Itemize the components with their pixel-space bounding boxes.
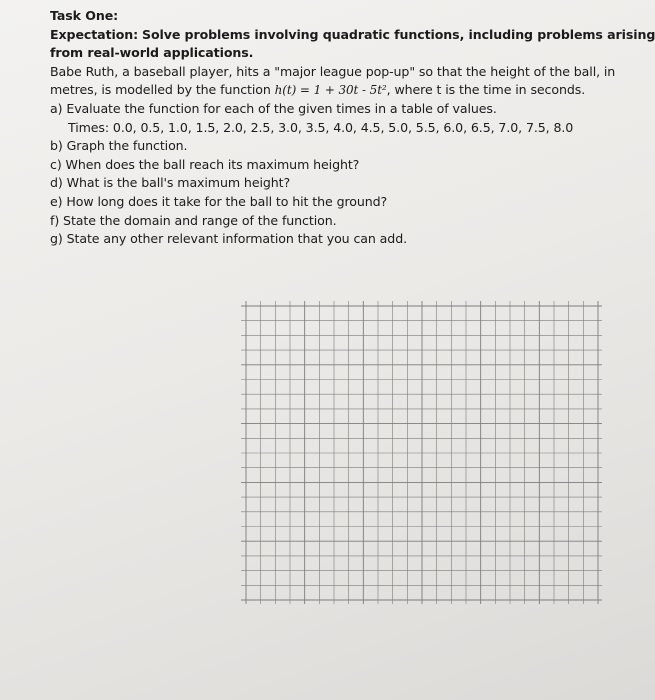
graph-grid-svg: [240, 300, 604, 606]
function-formula: h(t) = 1 + 30t - 5t²: [274, 83, 387, 98]
intro-line-2: [50, 81, 640, 100]
expectation-label: Expectation:: [50, 26, 139, 42]
question-d: d) What is the ball's maximum height?: [50, 175, 291, 191]
question-f: f) State the domain and range of the function.: [50, 212, 337, 228]
expectation-text-1: Solve problems involving quadratic functions, including problems arising: [141, 26, 655, 42]
question-a-times: Times: 0.0, 0.5, 1.0, 1.5, 2.0, 2.5, 3.0, 3.5, 4.0, 4.5, 5.0, 5.5, 6.0, 6.5, 7.0, 7.5, 8.0: [68, 119, 574, 135]
question-g: g) State any other relevant information that you can add.: [50, 231, 407, 247]
question-a: a) Evaluate the function for each of the given times in a table of values.: [50, 100, 497, 116]
intro-line-2a: metres, is modelled by the function: [50, 82, 275, 98]
expectation-text-2: from real-world applications.: [50, 45, 254, 61]
task-title: Task One:: [50, 8, 119, 23]
graph-grid: [240, 300, 604, 606]
question-b: b) Graph the function.: [50, 138, 188, 154]
task-text: [50, 7, 655, 249]
question-e: e) How long does it take for the ball to hit the ground?: [50, 193, 388, 209]
intro-line-1: Babe Ruth, a baseball player, hits a "major league pop-up" so that the height of the ball, in: [50, 63, 616, 79]
intro-line-2b: , where t is the time in seconds.: [386, 82, 586, 98]
expectation-line-1: [50, 26, 655, 45]
question-c: c) When does the ball reach its maximum height?: [50, 156, 360, 172]
